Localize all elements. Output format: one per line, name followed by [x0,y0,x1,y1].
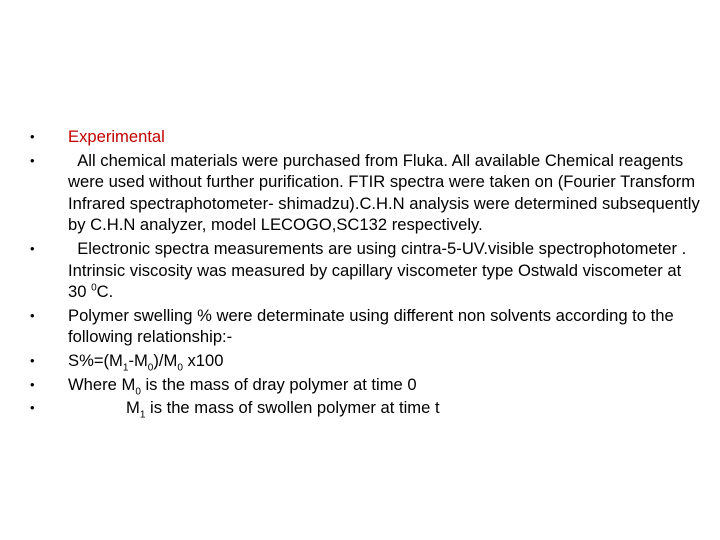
list-item [30,150,700,236]
list-item [30,126,700,148]
m1-definition [68,398,440,421]
definition-part: is the mass of dray polymer at time 0 [140,374,417,394]
list-item [30,238,700,303]
temperature-superscript: 0 [91,282,97,294]
materials-text: All chemical materials were purchased from Fluka. All available Chemical reagents were used without further purification. FTIR spectra were taken on (Fourier Transform Infrared spectraphotometer- shimadzu).C.H.N analysis were determined subsequently by C.H.N analyzer, model LECOGO,SC132 respectively. [68,150,700,235]
temperature-unit: C. [96,282,114,302]
definition-subscript: 0 [135,385,141,397]
bullet-dot: • [30,376,35,392]
bullet-dot: • [30,352,35,368]
bullet-dot: • [30,152,35,168]
list-item [30,350,700,372]
spectra-text: Electronic spectra measurements are using cintra-5-UV.visible spectrophotometer . Intrinsic viscosity was measured by capillary viscometer type Ostwald viscometer at 30 [68,238,687,302]
swelling-paragraph: Polymer swelling % were determinate using different non solvents according to the following relationship:- [68,305,674,347]
swelling-formula [68,350,224,374]
bullet-dot: • [30,400,35,416]
list-item [30,374,700,396]
list-item [30,305,700,348]
formula-subscript: 0 [147,362,154,374]
bullet-dot: • [30,307,35,323]
formula-subscript: 1 [122,362,129,374]
list-item [30,397,700,419]
formula-part: )/M [153,350,178,370]
bullet-dot: • [30,129,35,144]
bullet-dot: • [30,240,35,256]
formula-subscript: 0 [177,362,183,374]
definition-subscript: 1 [139,409,146,421]
m0-definition [68,374,417,397]
spectra-paragraph [68,239,686,301]
definition-part: is the mass of swollen polymer at time t [145,398,440,418]
section-heading: Experimental [68,127,165,146]
materials-paragraph [68,151,700,235]
bullet-list [30,126,700,421]
formula-part: S%=(M [68,350,123,370]
formula-part: -M [128,350,148,370]
definition-part: Where M [68,374,136,394]
formula-part: x100 [182,350,224,370]
definition-part: M [126,398,140,418]
